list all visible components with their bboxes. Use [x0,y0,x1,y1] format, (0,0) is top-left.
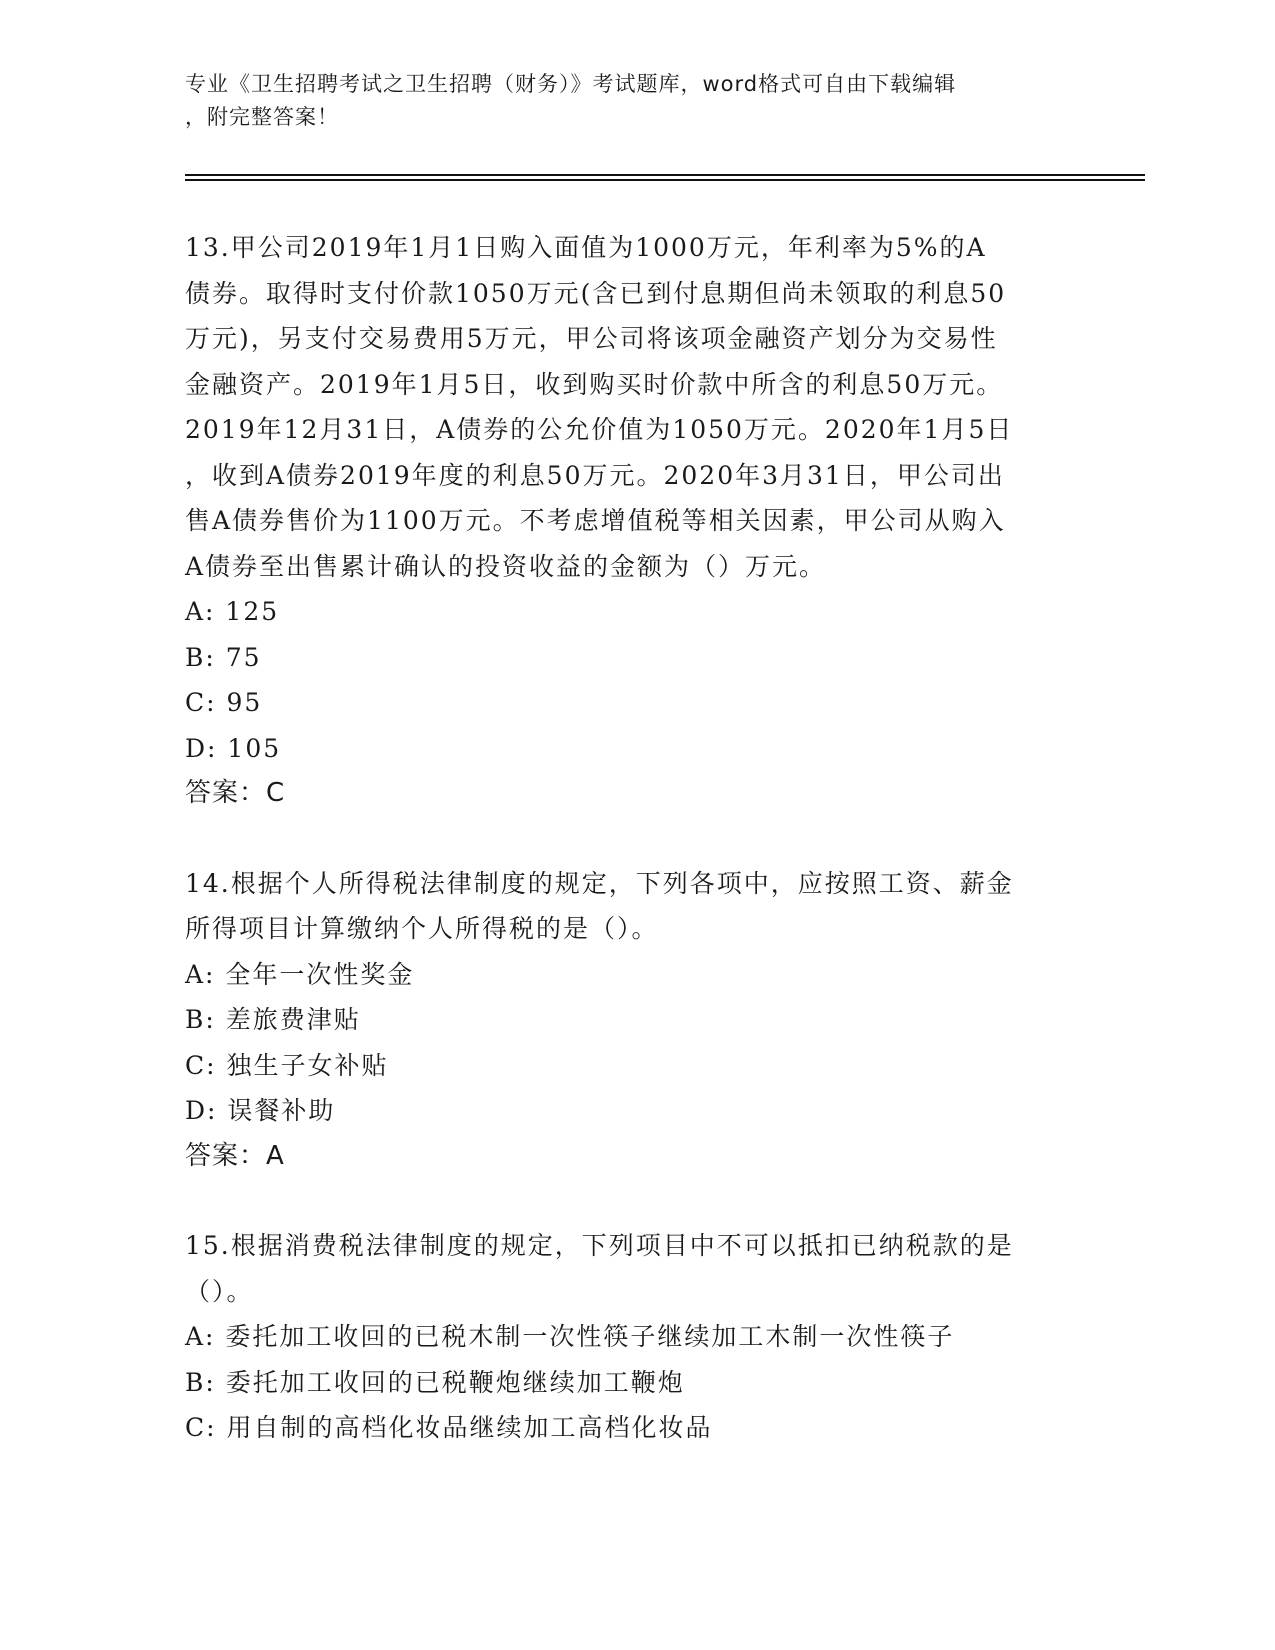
header-line-2: ，附完整答案！ [185,105,339,129]
divider-line-top [185,174,1145,176]
stem-line: 售A债券售价为1100万元。不考虑增值税等相关因素，甲公司从购入 [185,506,1006,535]
stem-line: 15.根据消费税法律制度的规定，下列项目中不可以抵扣已纳税款的是 [185,1231,1014,1260]
divider-line-bottom [185,179,1145,181]
stem-line: 债券。取得时支付价款1050万元(含已到付息期但尚未领取的利息50 [185,278,1007,308]
stem-line: 万元)，另支付交易费用5万元，甲公司将该项金融资产划分为交易性 [185,324,998,353]
option-b: B: 委托加工收回的已税鞭炮继续加工鞭炮 [185,1367,685,1397]
option-c: C: 独生子女补贴 [185,1050,389,1080]
stem-line: ，收到A债券2019年度的利息50万元。2020年3月31日，甲公司出 [185,460,1005,490]
stem-line: A债券至出售累计确认的投资收益的金额为（）万元。 [185,551,827,581]
question-stem [185,861,1085,952]
document-page [185,68,1085,1451]
stem-line: 金融资产。2019年1月5日，收到购买时价款中所含的利息50万元。 [185,369,1004,399]
document-header [185,68,1085,134]
option-a: A: 125 [185,597,280,626]
header-divider [185,174,1145,181]
stem-line: 所得项目计算缴纳个人所得税的是（）。 [185,914,659,943]
stem-line: 14.根据个人所得税法律制度的规定，下列各项中，应按照工资、薪金 [185,868,1014,898]
question-13 [185,225,1085,817]
option-d: D: 105 [185,733,282,763]
question-14 [185,861,1085,1180]
option-b: B: 差旅费津贴 [185,1005,361,1034]
option-a: A: 委托加工收回的已税木制一次性筷子继续加工木制一次性筷子 [185,1322,955,1351]
stem-line: 2019年12月31日，A债券的公允价值为1050万元。2020年1月5日 [185,415,1014,444]
option-d: D: 误餐补助 [185,1096,336,1125]
option-a: A: 全年一次性奖金 [185,959,415,989]
stem-line: （）。 [185,1276,254,1306]
question-stem [185,225,1085,589]
option-c: C: 用自制的高档化妆品继续加工高档化妆品 [185,1413,713,1442]
answer: 答案：A [185,1140,285,1171]
question-15 [185,1223,1085,1451]
stem-line: 13.甲公司2019年1月1日购入面值为1000万元，年利率为5%的A [185,233,987,262]
header-line-1: 专业《卫生招聘考试之卫生招聘（财务）》考试题库，word格式可自由下载编辑 [185,72,957,96]
option-c: C: 95 [185,688,263,717]
question-stem [185,1223,1085,1314]
option-b: B: 75 [185,642,262,672]
answer: 答案：C [185,778,286,808]
